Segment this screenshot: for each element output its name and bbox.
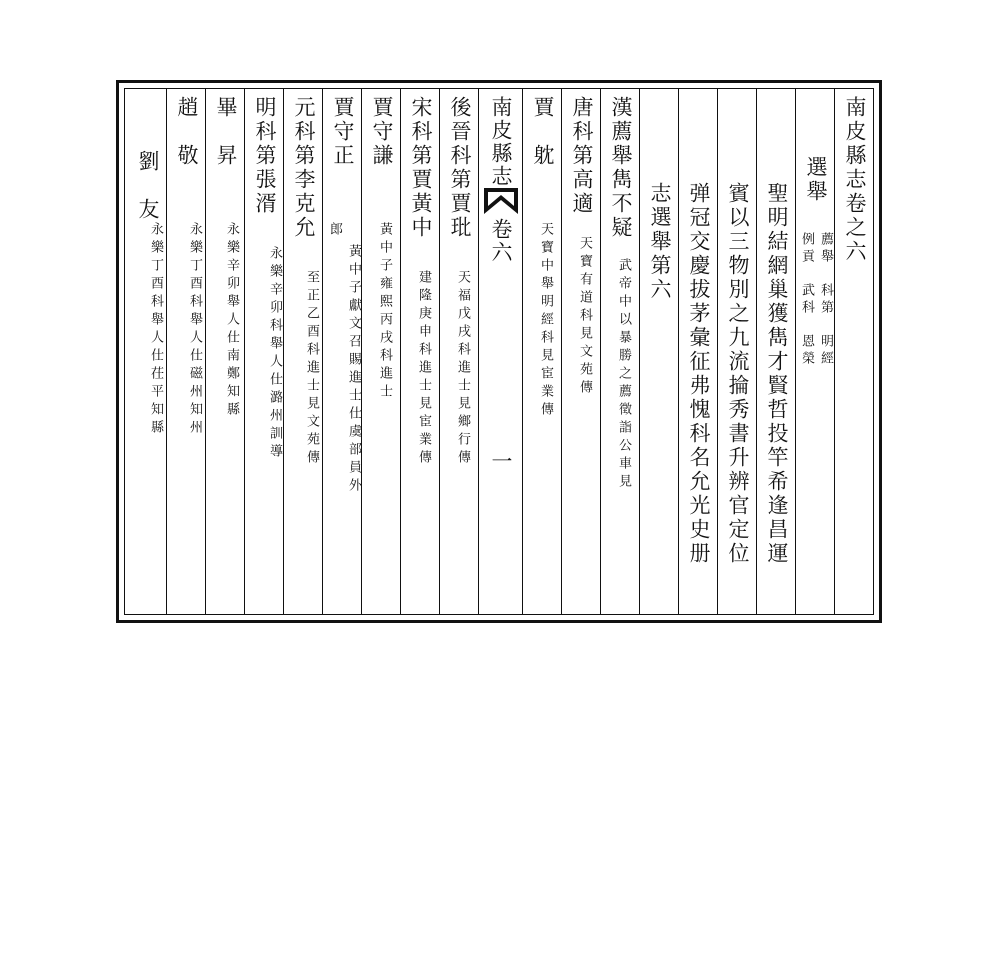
subcategory-left: 例貢 武科 恩榮 bbox=[799, 232, 814, 368]
entry-name: 劉 友 bbox=[136, 150, 160, 222]
entry-note: 天福戊戌科進士見鄉行傳 bbox=[455, 270, 470, 468]
entry-name: 元科第李克允 bbox=[292, 96, 316, 240]
spine-volume: 卷六 bbox=[489, 218, 513, 264]
preface-line: 弹冠交慶拔茅彙征弗愧科名允光史册 bbox=[687, 182, 711, 566]
fish-tail-icon bbox=[482, 186, 520, 216]
entry-note: 永樂丁酉科舉人仕磁州知州 bbox=[187, 222, 202, 438]
subcategory-right: 薦舉 科第 明經 bbox=[818, 232, 833, 368]
entry-note: 黃中子雍熙丙戌科進士 bbox=[377, 222, 392, 402]
entry-note: 天寶中舉明經科見宦業傳 bbox=[538, 222, 553, 420]
chapter-title: 南皮縣志卷之六 bbox=[843, 96, 867, 264]
subcategory-list bbox=[797, 232, 835, 368]
entry-name: 賈守謙 bbox=[370, 96, 394, 168]
spine-title: 南皮縣志 bbox=[489, 96, 513, 188]
preface-line: 賓以三物別之九流掄秀書升辨官定位 bbox=[726, 182, 750, 566]
spine-page-number: 一 bbox=[489, 450, 513, 471]
entry-name: 賈守正 bbox=[331, 96, 355, 168]
entry-note: 武帝中以暴勝之薦徵詣公車見 bbox=[616, 258, 631, 492]
preface-title: 志選舉第六 bbox=[648, 182, 672, 302]
entry-name: 趙 敬 bbox=[175, 96, 199, 168]
entry-name: 賈 躭 bbox=[531, 96, 555, 168]
entry-note: 黃中子獻文召賜進士仕虞部員外 bbox=[346, 244, 361, 496]
section-heading: 選舉 bbox=[804, 156, 828, 204]
preface-line: 聖明結網巢獲雋才賢哲投竿希逢昌運 bbox=[765, 182, 789, 566]
entry-note: 永樂辛卯科舉人仕潞州訓導 bbox=[267, 246, 282, 462]
entry-note-inline: 郎 bbox=[327, 222, 342, 240]
entry-name: 漢薦舉雋不疑 bbox=[609, 96, 633, 240]
entry-note: 永樂辛卯舉人仕南鄭知縣 bbox=[224, 222, 239, 420]
entry-note: 建隆庚申科進士見宦業傳 bbox=[416, 270, 431, 468]
entry-note: 永樂丁酉科舉人仕茌平知縣 bbox=[148, 222, 163, 438]
entry-name: 明科第張湑 bbox=[253, 96, 277, 216]
column-rule bbox=[522, 89, 523, 614]
entry-note: 天寶有道科見文苑傳 bbox=[577, 236, 592, 398]
entry-name: 畢 昇 bbox=[214, 96, 238, 168]
entry-name: 宋科第賈黃中 bbox=[409, 96, 433, 240]
entry-name: 唐科第高適 bbox=[570, 96, 594, 216]
entry-note: 至正乙酉科進士見文苑傳 bbox=[304, 270, 319, 468]
entry-name: 後晉科第賈玭 bbox=[448, 96, 472, 240]
